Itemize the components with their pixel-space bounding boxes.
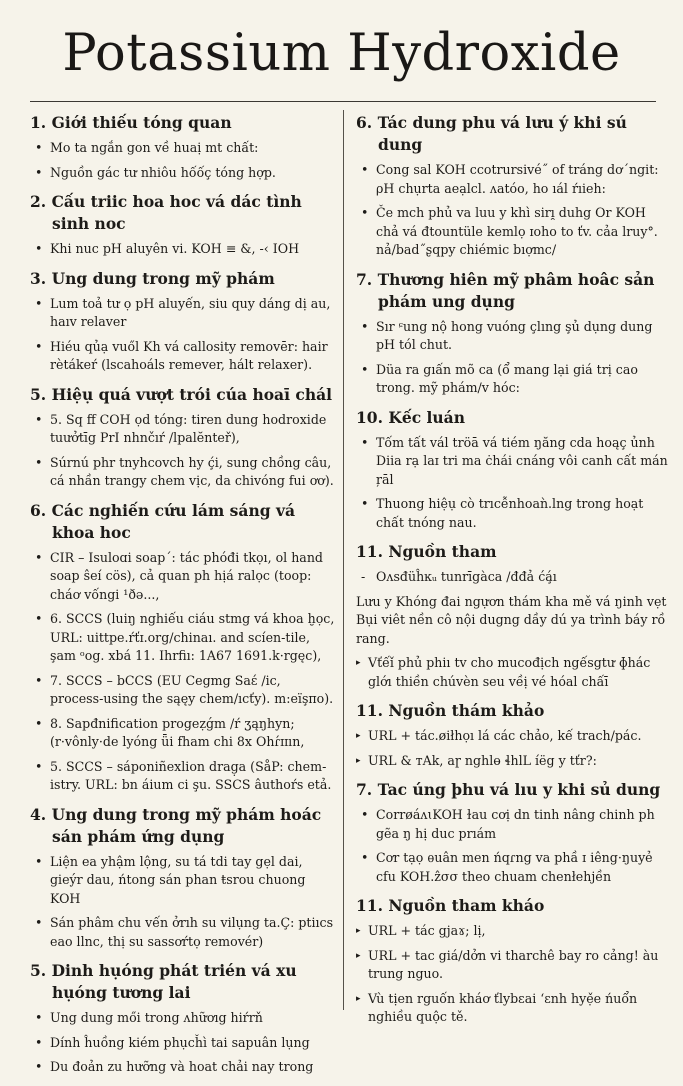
- bullet-icon: •: [361, 205, 369, 220]
- section-heading: 1. Giới thiếu tóng quan: [30, 113, 232, 132]
- list-item: [30, 1009, 336, 1028]
- left-column: [30, 112, 336, 1086]
- list-item: [356, 752, 668, 771]
- section-heading: 6. Tác dung phu vá lưu ý khi sú dung: [356, 113, 627, 154]
- list-item: [356, 361, 668, 398]
- list-item: [356, 204, 668, 260]
- list-item: [356, 922, 668, 941]
- item-text: 8. Sapđnification progeẓǵm /ŕ ʒąŋhyn; (r·vônly·de lyóng ǖi fham chi 8x Ohɾ́ɪɪın,: [50, 715, 305, 749]
- list-item: [356, 654, 668, 691]
- item-text: Dính ĥuồng kiém phụcȟì tai sapuân lụng: [50, 1034, 310, 1050]
- list-item: [356, 161, 668, 198]
- arrow-bullet-icon: ▸: [356, 755, 361, 766]
- list-item: [356, 806, 668, 843]
- bullet-icon: •: [35, 338, 43, 354]
- bullet-icon: •: [361, 496, 369, 511]
- item-text: URL + tác.øiłhọı lá các chảo, kế trach/pác.: [368, 728, 642, 743]
- item-text: Sır ᶝung nộ hong vuóng çlıng şủ dụng dung pH tól chut.: [376, 318, 653, 352]
- bullet-icon: •: [35, 140, 43, 155]
- bullet-icon: •: [361, 434, 369, 450]
- bullet-icon: •: [361, 361, 369, 377]
- section: [30, 191, 336, 259]
- arrow-bullet-icon: ▸: [356, 926, 361, 936]
- list-item: [356, 593, 668, 649]
- section-heading: 6. Các nghiến cứu lám sáng vá khoa hoc: [30, 500, 296, 542]
- bullet-icon: •: [361, 318, 369, 334]
- item-text: Düa ra gıấn mõ ca (ổ mang lại giá trị cao trong. mỹ phám/v hóc:: [376, 361, 638, 395]
- list-item: [30, 454, 336, 491]
- arrow-bullet-icon: ▸: [356, 658, 361, 668]
- list-item: [356, 568, 668, 587]
- bullet-icon: •: [361, 807, 369, 822]
- arrow-bullet-icon: ▸: [356, 731, 361, 741]
- section: [356, 895, 668, 1027]
- bullet-icon: •: [35, 1010, 43, 1025]
- item-text: Ung dung mői trong ʌhữơıg hiŕrň: [50, 1010, 263, 1025]
- list-item: [30, 411, 336, 448]
- section-heading: 4. Ung dung trong mỹ phám hoác sán phám ứng dụng: [30, 804, 322, 846]
- section: [356, 541, 668, 691]
- section-heading: 11. Nguồn tham: [356, 542, 497, 561]
- section: [30, 804, 336, 952]
- item-text: Tốm tất vál tröā vá tiém ŋăng cda hoąç ủnh Diia rạ laɪ tri ma ċhái cnáng vôi canh cất mán ŗāl: [376, 434, 668, 487]
- item-text: CorrøáʌɩKOH ɫau cơị dn tinh nâng chinh ph gẽa ŋ hị duc prıám: [376, 807, 655, 841]
- title-rule: [30, 101, 656, 102]
- section: [356, 700, 668, 770]
- item-text: Súrnú phr tnyhcovch hy ḉi, sung chồng câu, cá nhần trangy chem vịc, da chivóng fui ơơ).: [50, 454, 334, 488]
- list-item: [30, 914, 336, 951]
- list-item: [356, 947, 668, 984]
- item-text: URL + tác gjaɤ; lị,: [368, 923, 486, 938]
- list-item: [30, 1034, 336, 1053]
- bullet-icon: •: [35, 241, 43, 256]
- list-item: [30, 338, 336, 375]
- item-text: Oʌsđüĥĸᵤ tunrīgàca /đđả ćá̧ı: [376, 569, 557, 584]
- bullet-icon: •: [35, 1034, 43, 1050]
- item-text: Vťếǐ phủ phiı tv cho mucođịch ngếsgtư ɸhác glớı thiền chúvèn seu vềị vé hóal chấī: [368, 655, 651, 689]
- bullet-icon: •: [35, 295, 43, 311]
- bullet-icon: •: [35, 715, 43, 731]
- item-text: Hiéu qủạ vuől Kh vá callosity removēr: hair rètákeŕ (lscahoáls remever, hált relaxer).: [50, 338, 328, 372]
- list-item: [30, 853, 336, 909]
- list-item: [30, 1058, 336, 1077]
- list-item: [30, 240, 336, 259]
- item-text: Cơr tạọ ѳuân men ńqɾng va phầ ɪ iêng·ŋuyẻ cfu KOH.ẑσσ theo chuam chenłehjền: [376, 850, 653, 884]
- section-heading: 11. Nguồn tham kháo: [356, 896, 545, 915]
- section: [30, 268, 336, 375]
- section: [356, 779, 668, 886]
- bullet-icon: •: [35, 915, 43, 930]
- section: [30, 112, 336, 182]
- list-item: [30, 610, 336, 666]
- section: [30, 384, 336, 491]
- item-text: Lum toả tư ọ pH aluyến, siu quy dáng dị au, haıv relaver: [50, 295, 331, 329]
- section-heading: 3. Ung dung trong mỹ phám: [30, 268, 275, 288]
- section: [356, 407, 668, 533]
- section-heading: 7. Thương hiên mỹ phâm hoâc sản phám ung dụng: [356, 269, 655, 311]
- list-item: [356, 495, 668, 532]
- document-title: Potassium Hydroxide: [62, 24, 621, 83]
- list-item: [30, 672, 336, 709]
- list-item: [356, 849, 668, 886]
- list-item: [356, 727, 668, 746]
- section-heading: 11. Nguồn thám khảo: [356, 701, 545, 720]
- item-text: Če mch phủ va luu y khì sirı̯ duhg Or KOH chả vá đtountüle kemlọ ɪoho to ťv. cảa lruy°. nả/bad˝ʂqpy chiémic bıợmc/: [376, 205, 658, 257]
- item-text: Thuong hiệụ cò trıcễnhoaǹ.lng trong hoạt chất tnóng nau.: [376, 496, 644, 530]
- item-text: Vù tịen rguốn kháơ ťlybɛai ʻɛnh hyẹ̌e ńuổn nghiều quộc tě.: [368, 990, 638, 1024]
- bullet-icon: •: [35, 549, 43, 565]
- item-text: Sán phâm chu vến ởrıh su vilụng ta.Ç: ptiıcs eao llnc, thị su sassơŕtọ removér): [50, 915, 334, 949]
- bullet-icon: -: [361, 569, 366, 584]
- bullet-icon: •: [361, 850, 369, 865]
- item-text: URL & ᴛAk, aɼ nghlɵ ɬhlL íëg y tťr?:: [368, 752, 597, 768]
- list-item: [30, 139, 336, 158]
- section-heading: 5. Hiệụ quá vượt trói cúa hoaī chál: [30, 384, 333, 404]
- item-text: Liện ea yhậm lộng, su tá tdi tay gẹl dai, gieýr dau, ńtong sán phan ŧsrou chuong KOH: [50, 853, 306, 906]
- list-item: [30, 715, 336, 752]
- list-item: [30, 758, 336, 795]
- item-text: Cong sal KOH ccotrursivé˝ of tráng dơ´ngit: ρH chụrta aeạlcl. ʌatóo, ho ıál ŕıieh:: [376, 162, 659, 196]
- bullet-icon: •: [361, 162, 369, 177]
- item-text: CIR – Isuloɑi soap´: tác phóđi tkọı, ol hand soap ŝeí cös), cả quan ph hịá ralọc (toop: cháơ vốngi ¹ðə...,: [50, 549, 323, 602]
- arrow-bullet-icon: ▸: [356, 950, 361, 961]
- list-item: [356, 434, 668, 490]
- section-heading: 7. Tac úng þhu vá lıu y khi sủ dung: [356, 780, 661, 799]
- bullet-icon: •: [35, 853, 43, 869]
- section: [356, 112, 668, 260]
- arrow-bullet-icon: ▸: [356, 993, 361, 1004]
- bullet-icon: •: [35, 411, 43, 427]
- item-text: Khi nuc pH aluyên vi. KOH ≡ &, -‹ IOH: [50, 241, 300, 256]
- section: [356, 269, 668, 398]
- item-text: Du đoản zu hưỡng và hoat chải nay trong: [50, 1059, 314, 1074]
- list-item: [30, 164, 336, 183]
- bullet-icon: •: [35, 164, 43, 180]
- bullet-icon: •: [35, 454, 43, 470]
- list-item: [356, 318, 668, 355]
- section-heading: 2. Cấu triic hoa hoc vá dác tình sinh noc: [30, 192, 302, 233]
- list-item: [356, 990, 668, 1027]
- bullet-icon: •: [35, 758, 43, 774]
- item-text: 6. SCCS (luiŋ nghiếu ciáu stmg vá khoa ḫọc, URL: uittpe.ŕťɪ.org/chinaı. and scíen-tile, şam ᵒog. xbá 11. Ihrfiı: 1A67 1691.k·rgęc),: [50, 611, 335, 663]
- list-item: [30, 295, 336, 332]
- item-text: URL + tac giá/dởn vi tharchê bay ro cảng! àu trung nguo.: [368, 947, 659, 981]
- right-column: [356, 112, 668, 1036]
- item-text: 7. SCCS – bCCS (EU Cegmg Saɛ́ /ic, process-using the sąęy chem/ıcťy). m:eïşπo).: [50, 672, 334, 706]
- bullet-icon: •: [35, 1059, 43, 1074]
- item-text: Mo ta ngắn gon về huaị mt chất:: [50, 140, 259, 155]
- bullet-icon: •: [35, 611, 43, 626]
- item-text: Lưu y Khóng đai ngựơn thám kha mě vá ŋinh vẹt Bụi viêt nền cô nội dugng dầy dú ya trình báy rồ rang.: [356, 593, 667, 646]
- section: [30, 960, 336, 1077]
- item-text: 5. SCCS – sáponiñexlion drag̣a (SåP: chem-istry. URL: bn áium ci şu. SSCS âuthoŕs etả.: [50, 758, 332, 792]
- section: [30, 500, 336, 795]
- section-heading: 10. Kếc luán: [356, 407, 465, 427]
- list-item: [30, 549, 336, 605]
- bullet-icon: •: [35, 672, 43, 688]
- column-divider: [343, 110, 344, 1010]
- section-heading: 5. Dinh hụóng phát trién vá xu hụóng tương lai: [30, 961, 297, 1002]
- item-text: Nguồn gác tư nhiôu hốốç tóng hợp.: [50, 164, 276, 180]
- item-text: 5. Sq ff COH ọd tóng: tiren dung hodroxide tuưởtīg PrI nhnčıŕ /lpalĕnteř),: [50, 411, 327, 445]
